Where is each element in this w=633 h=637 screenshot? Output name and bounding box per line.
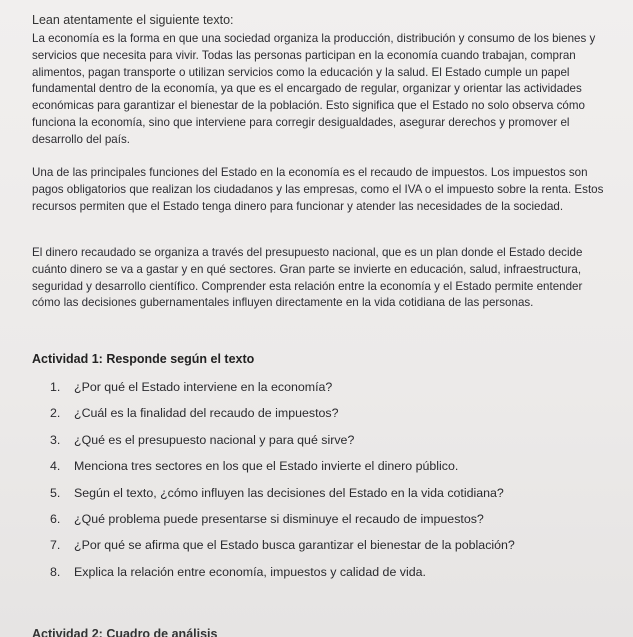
question-number: 7. — [50, 538, 61, 553]
question-number: 8. — [50, 564, 61, 579]
question-number: 5. — [50, 485, 61, 500]
question-item — [50, 538, 515, 564]
question-text: Según el texto, ¿cómo influyen las decisiones del Estado en la vida cotidiana? — [74, 485, 504, 500]
question-text: ¿Qué problema puede presentarse si disminuye el recaudo de impuestos? — [74, 511, 484, 526]
question-number: 6. — [50, 511, 61, 526]
question-item — [50, 459, 515, 485]
question-list — [50, 380, 515, 591]
question-text: ¿Por qué el Estado interviene en la economía? — [74, 380, 333, 394]
question-item — [50, 380, 515, 406]
activity-2-title: Actividad 2: Cuadro de análisis — [32, 627, 218, 637]
question-number: 4. — [50, 459, 61, 474]
question-text: Menciona tres sectores en los que el Estado invierte el dinero público. — [74, 459, 459, 474]
paragraph-economy: La economía es la forma en que una sociedad organiza la producción, distribución y consumo de los bienes y servicios que necesita para vivir. Todas las personas participan en la economía cuando trabajan, compran alimentos, pagan transporte o utilizan servicios como la educación y la salud. El Estado cumple un papel fundamental dentro de la economía, ya que es el encargado de regular, organizar y orientar las actividades económicas para garantizar el bienestar de la población. Esto significa que el Estado no solo observa cómo funciona la economía, sino que interviene para corregir desigualdades, asegurar derechos y promover el desarrollo del país. — [32, 32, 596, 146]
question-text: ¿Qué es el presupuesto nacional y para qué sirve? — [74, 432, 355, 447]
question-number: 3. — [50, 432, 61, 447]
question-text: ¿Cuál es la finalidad del recaudo de impuestos? — [74, 406, 339, 421]
question-item — [50, 406, 515, 432]
question-item — [50, 486, 515, 512]
question-item — [50, 565, 515, 591]
question-number: 2. — [50, 406, 61, 421]
question-item — [50, 433, 515, 459]
question-item — [50, 512, 515, 538]
question-text: ¿Por qué se afirma que el Estado busca garantizar el bienestar de la población? — [74, 538, 515, 553]
instruction-text: Lean atentamente el siguiente texto: — [32, 13, 234, 27]
question-number: 1. — [50, 380, 61, 394]
activity-1-title: Actividad 1: Responde según el texto — [32, 352, 255, 366]
question-text: Explica la relación entre economía, impuestos y calidad de vida. — [74, 564, 426, 579]
paragraph-taxes: Una de las principales funciones del Estado en la economía es el recaudo de impuestos. Los impuestos son pagos obligatorios que realizan los ciudadanos y las empresas, como el IVA o el impuesto sobre la renta. Estos recursos permiten que el Estado tenga dinero para funcionar y atender las necesidades de la sociedad. — [32, 166, 604, 213]
paragraph-budget: El dinero recaudado se organiza a través del presupuesto nacional, que es un plan donde el Estado decide cuánto dinero se va a gastar y en qué sectores. Gran parte se invierte en educación, salud, infraestructura, seguridad y desarrollo científico. Comprender esta relación entre la economía y el Estado permite entender cómo las decisiones gubernamentales influyen directamente en la vida cotidiana de las personas. — [32, 246, 583, 310]
